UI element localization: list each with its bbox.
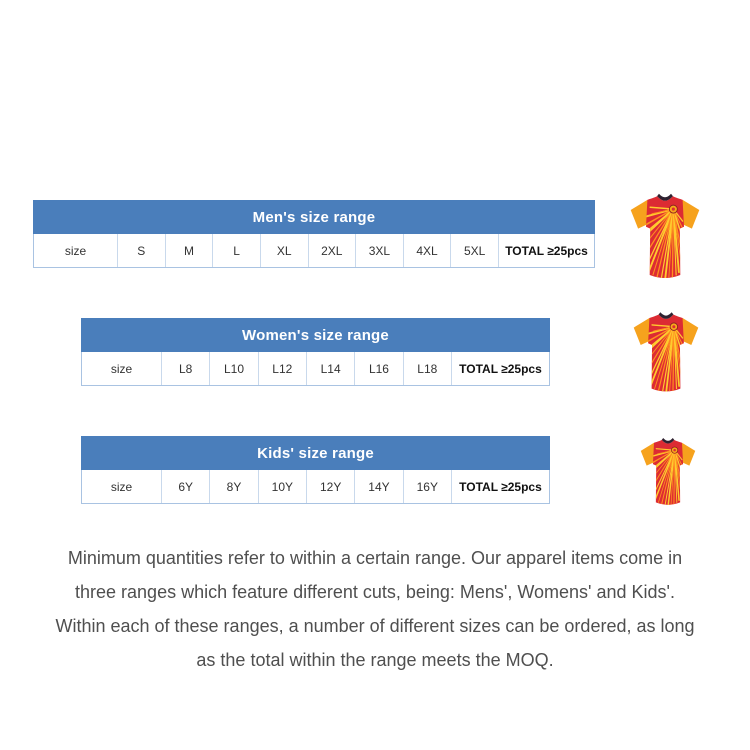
womens-size-cell-l14: L14 xyxy=(306,352,354,385)
womens-shirt-image xyxy=(621,304,711,400)
womens-size-cell-l16: L16 xyxy=(354,352,402,385)
mens-size-cell-l: L xyxy=(212,234,260,267)
mens-size-cell-2xl: 2XL xyxy=(308,234,356,267)
womens-table-title: Women's size range xyxy=(81,318,550,352)
kids-size-cell-12y: 12Y xyxy=(306,470,354,503)
table-row xyxy=(81,470,550,504)
kids-total-cell: TOTAL ≥25pcs xyxy=(451,470,549,503)
mens-size-cell-s: S xyxy=(117,234,165,267)
mens-size-label-cell: size xyxy=(64,243,87,258)
womens-size-table xyxy=(81,318,550,386)
mens-size-cell-m: M xyxy=(165,234,213,267)
mens-size-cell-5xl: 5XL xyxy=(450,234,498,267)
mens-size-cell-3xl: 3XL xyxy=(355,234,403,267)
kids-size-cell-6y: 6Y xyxy=(161,470,209,503)
kids-size-cell-14y: 14Y xyxy=(354,470,402,503)
mens-size-cell-4xl: 4XL xyxy=(403,234,451,267)
kids-shirt-image xyxy=(630,431,706,512)
womens-total-cell: TOTAL ≥25pcs xyxy=(451,352,549,385)
kids-size-cell-16y: 16Y xyxy=(403,470,451,503)
moq-note: Minimum quantities refer to within a certain range. Our apparel items come in three ranges which feature different cuts, being: Mens', Womens' and Kids'. Within each of these ranges, a number of different sizes can be ordered, as long as the total within the range meets the MOQ. xyxy=(55,548,695,670)
womens-size-cell-l10: L10 xyxy=(209,352,257,385)
kids-table-title: Kids' size range xyxy=(81,436,550,470)
mens-size-cell-xl: XL xyxy=(260,234,308,267)
mens-size-table xyxy=(33,200,595,268)
womens-size-cell-l12: L12 xyxy=(258,352,306,385)
kids-size-table xyxy=(81,436,550,504)
mens-table-title: Men's size range xyxy=(33,200,595,234)
womens-size-cell-l18: L18 xyxy=(403,352,451,385)
kids-size-cell-8y: 8Y xyxy=(209,470,257,503)
kids-size-cell-10y: 10Y xyxy=(258,470,306,503)
kids-size-label-cell: size xyxy=(110,479,133,494)
mens-total-cell: TOTAL ≥25pcs xyxy=(498,234,594,267)
mens-shirt-image xyxy=(617,185,713,287)
womens-size-label-cell: size xyxy=(110,361,133,376)
womens-size-cell-l8: L8 xyxy=(161,352,209,385)
table-row xyxy=(33,234,595,268)
table-row xyxy=(81,352,550,386)
